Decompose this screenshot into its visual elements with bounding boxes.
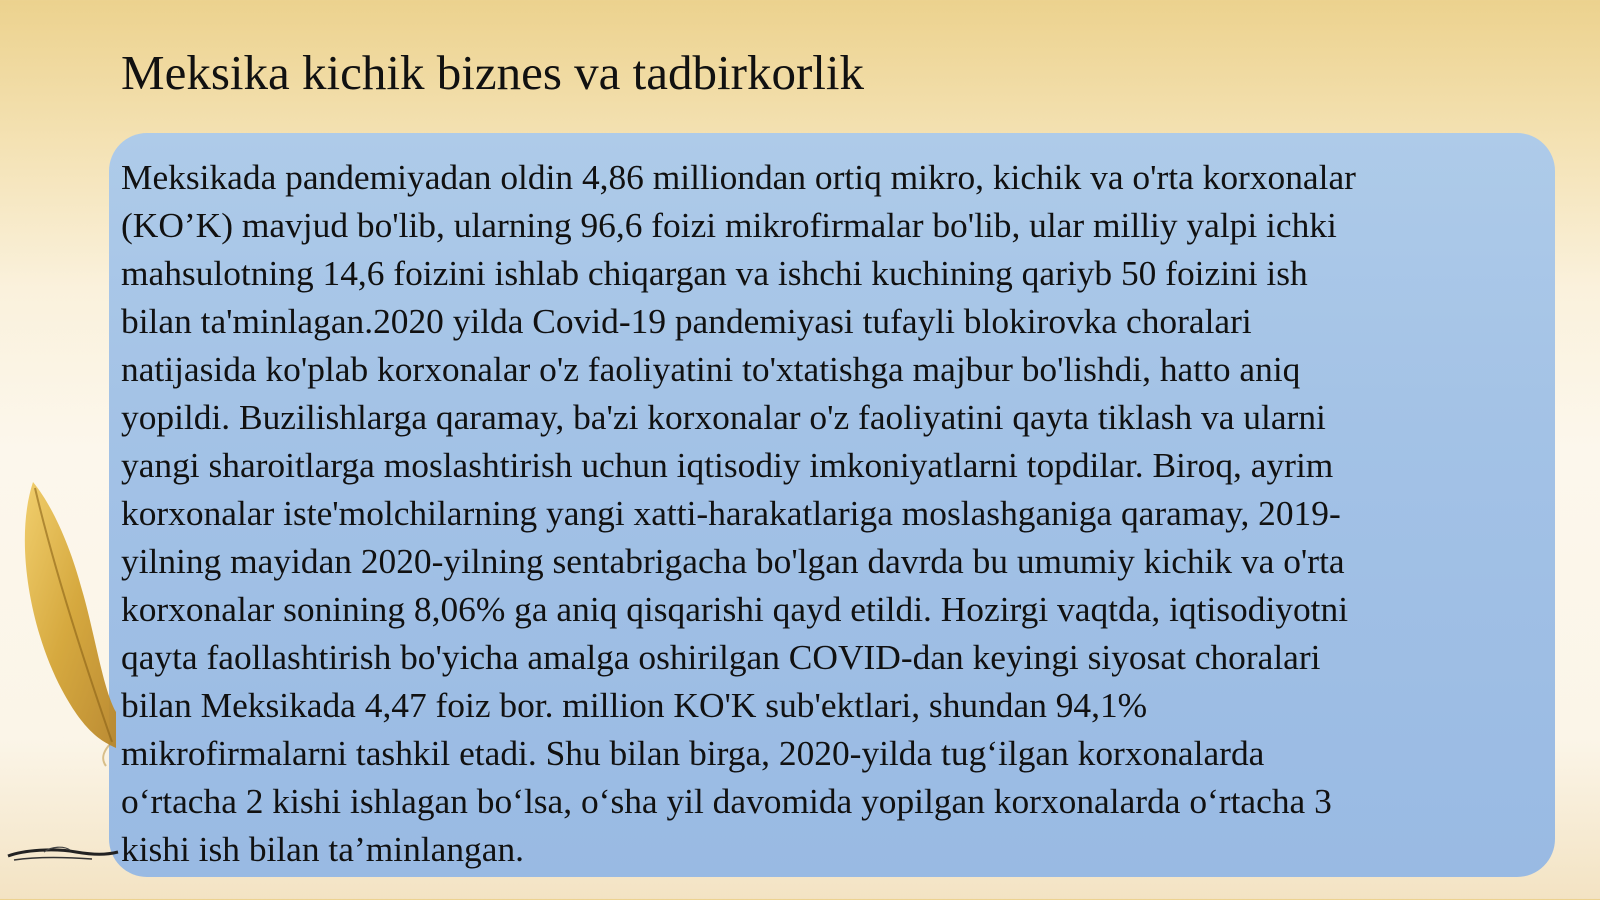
body-line: bilan Meksikada 4,47 foiz bor. million KO'K sub'ektlari, shundan 94,1% (121, 685, 1148, 725)
body-line: yopildi. Buzilishlarga qaramay, ba'zi korxonalar o'z faoliyatini qayta tiklash va ularni (121, 397, 1326, 437)
body-line: kishi ish bilan ta’minlangan. (121, 829, 525, 869)
quill-feather-icon (0, 480, 130, 900)
body-line: qayta faollashtirish bo'yicha amalga oshirilgan COVID-dan keyingi siyosat choralari (121, 637, 1321, 677)
ink-swash-icon (4, 838, 134, 868)
body-line: bilan ta'minlagan.2020 yilda Covid-19 pandemiyasi tufayli blokirovka choralari (121, 301, 1252, 341)
body-line: o‘rtacha 2 kishi ishlagan bo‘lsa, o‘sha yil davomida yopilgan korxonalarda o‘rtacha 3 (121, 781, 1332, 821)
body-line: yilning mayidan 2020-yilning sentabrigacha bo'lgan davrda bu umumiy kichik va o'rta (121, 541, 1345, 581)
body-line: natijasida ko'plab korxonalar o'z faoliyatini to'xtatishga majbur bo'lishdi, hatto aniq (121, 349, 1301, 389)
body-line: korxonalar iste'molchilarning yangi xatti-harakatlariga moslashganiga qaramay, 2019- (121, 493, 1341, 533)
body-line: mikrofirmalarni tashkil etadi. Shu bilan birga, 2020-yilda tug‘ilgan korxonalarda (121, 733, 1265, 773)
body-line: korxonalar sonining 8,06% ga aniq qisqarishi qayd etildi. Hozirgi vaqtda, iqtisodiyotni (121, 589, 1349, 629)
body-text (121, 153, 1551, 873)
body-line: mahsulotning 14,6 foizini ishlab chiqargan va ishchi kuchining qariyb 50 foizini ish (121, 253, 1308, 293)
body-line: (KO’K) mavjud bo'lib, ularning 96,6 foizi mikrofirmalar bo'lib, ular milliy yalpi ichki (121, 205, 1337, 245)
body-line: yangi sharoitlarga moslashtirish uchun iqtisodiy imkoniyatlarni topdilar. Biroq, ayrim (121, 445, 1334, 485)
body-line: Meksikada pandemiyadan oldin 4,86 milliondan ortiq mikro, kichik va o'rta korxonalar (121, 157, 1356, 197)
slide-title: Meksika kichik biznes va tadbirkorlik (121, 45, 864, 100)
